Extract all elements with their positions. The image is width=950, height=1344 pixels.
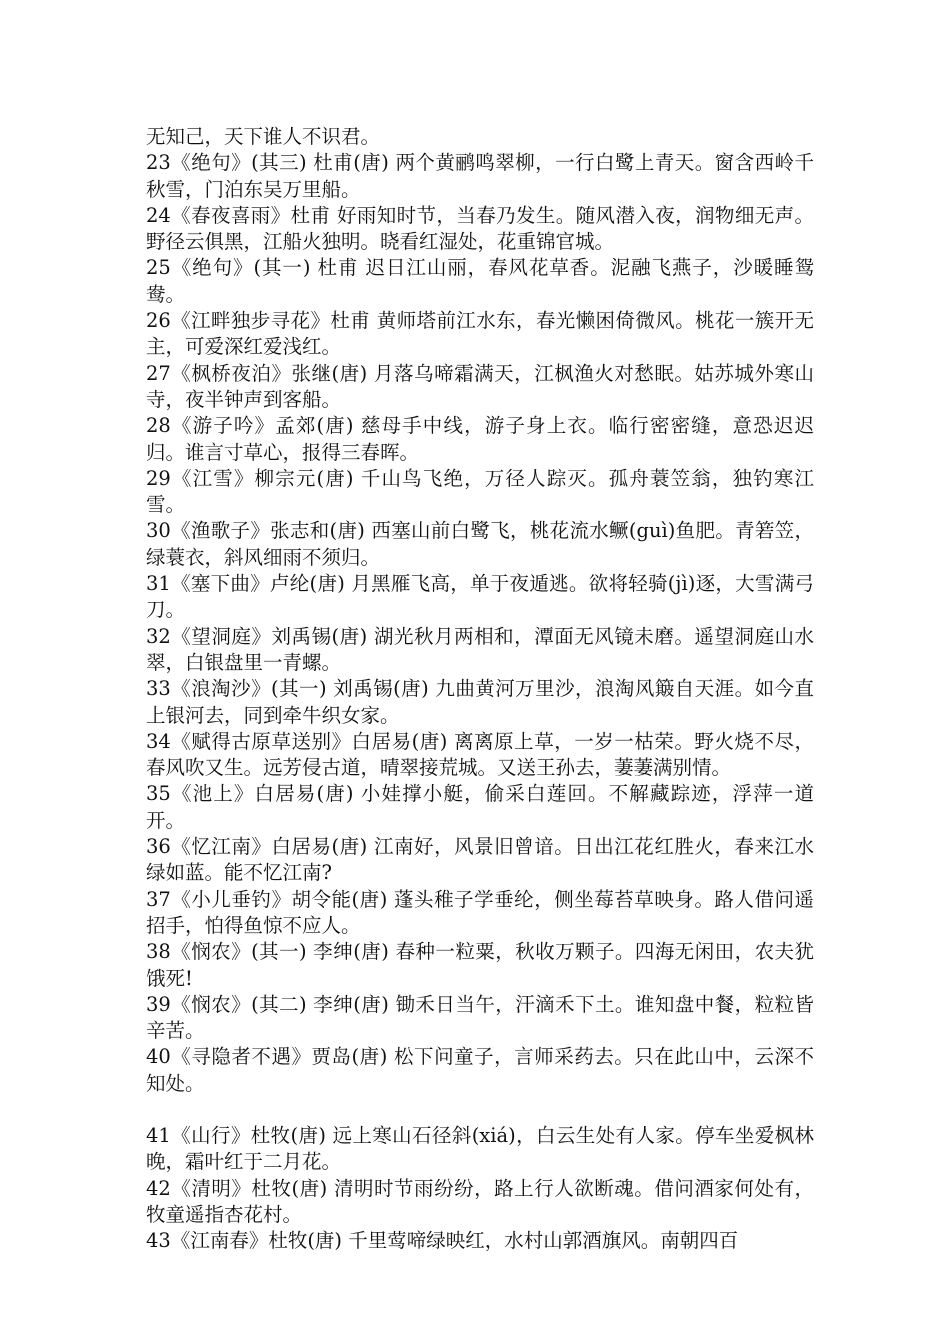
- poem-entry-27: 27《枫桥夜泊》张继(唐) 月落乌啼霜满天，江枫渔火对愁眠。姑苏城外寒山寺，夜半钟声到客船。: [146, 361, 814, 411]
- poem-entry-29: 29《江雪》柳宗元(唐) 千山鸟飞绝，万径人踪灭。孤舟蓑笠翁，独钓寒江雪。: [146, 466, 814, 517]
- poem-entry-26: 26《江畔独步寻花》杜甫 黄师塔前江水东，春光懒困倚微风。桃花一簇开无主，可爱深红爱浅红。: [146, 309, 814, 359]
- poem-entry-24: 24《春夜喜雨》杜甫 好雨知时节，当春乃发生。随风潜入夜，润物细无声。野径云俱黑，江船火独明。晓看红湿处，花重锦官城。: [146, 203, 814, 254]
- poem-entry-43: 43《江南春》杜牧(唐) 千里莺啼绿映红，水村山郭酒旗风。南朝四百: [146, 1229, 739, 1253]
- poem-entry-42: 42《清明》杜牧(唐) 清明时节雨纷纷，路上行人欲断魂。借问酒家何处有，牧童遥指杏花村。: [146, 1176, 814, 1226]
- poem-entry-39: 39《悯农》(其二) 李绅(唐) 锄禾日当午，汗滴禾下土。谁知盘中餐，粒粒皆辛苦。: [146, 992, 814, 1043]
- poem-entry-23: 23《绝句》(其三) 杜甫(唐) 两个黄鹂鸣翠柳，一行白鹭上青天。窗含西岭千秋雪，门泊东吴万里船。: [146, 151, 814, 201]
- poem-entry-25: 25《绝句》(其一) 杜甫 迟日江山丽，春风花草香。泥融飞燕子，沙暖睡鸳鸯。: [146, 256, 814, 306]
- poem-entry-38: 38《悯农》(其一) 李绅(唐) 春种一粒粟，秋收万颗子。四海无闲田，农夫犹饿死!: [146, 940, 814, 990]
- poem-entry-34: 34《赋得古原草送别》白居易(唐) 离离原上草，一岁一枯荣。野火烧不尽，春风吹又生。远芳侵古道，晴翠接荒城。又送王孙去，萋萋满别情。: [146, 729, 814, 780]
- poem-entry-41: 41《山行》杜牧(唐) 远上寒山石径斜(xiá)，白云生处有人家。停车坐爱枫林晚，霜叶红于二月花。: [146, 1123, 814, 1174]
- poem-entry-36: 36《忆江南》白居易(唐) 江南好，风景旧曾谙。日出江花红胜火，春来江水绿如蓝。能不忆江南?: [146, 835, 814, 885]
- poem-entry-32: 32《望洞庭》刘禹锡(唐) 湖光秋月两相和，潭面无风镜未磨。遥望洞庭山水翠，白银盘里一青螺。: [146, 624, 814, 674]
- poem-entry-35: 35《池上》白居易(唐) 小娃撑小艇，偷采白莲回。不解藏踪迹，浮萍一道开。: [146, 782, 814, 832]
- poem-entry-37: 37《小儿垂钓》胡令能(唐) 蓬头稚子学垂纶，侧坐莓苔草映身。路人借问遥招手，怕得鱼惊不应人。: [146, 887, 814, 937]
- poem-entry-31: 31《塞下曲》卢纶(唐) 月黑雁飞高，单于夜遁逃。欲将轻骑(jì)逐，大雪满弓刀。: [146, 572, 814, 622]
- poem-entry-30: 30《渔歌子》张志和(唐) 西塞山前白鹭飞，桃花流水鳜(guì)鱼肥。青箬笠，绿蓑衣，斜风细雨不须归。: [146, 519, 814, 569]
- paragraph-gap: [146, 1097, 814, 1123]
- poem-continuation: 无知己，天下谁人不识君。: [146, 125, 381, 148]
- poem-entry-33: 33《浪淘沙》(其一) 刘禹锡(唐) 九曲黄河万里沙，浪淘风簸自天涯。如今直上银河去，同到牵牛织女家。: [146, 677, 814, 727]
- poem-entry-40: 40《寻隐者不遇》贾岛(唐) 松下问童子，言师采药去。只在此山中，云深不知处。: [146, 1045, 814, 1095]
- poem-entry-28: 28《游子吟》孟郊(唐) 慈母手中线，游子身上衣。临行密密缝，意恐迟迟归。谁言寸草心，报得三春晖。: [146, 414, 814, 464]
- poem-list: [146, 124, 814, 1254]
